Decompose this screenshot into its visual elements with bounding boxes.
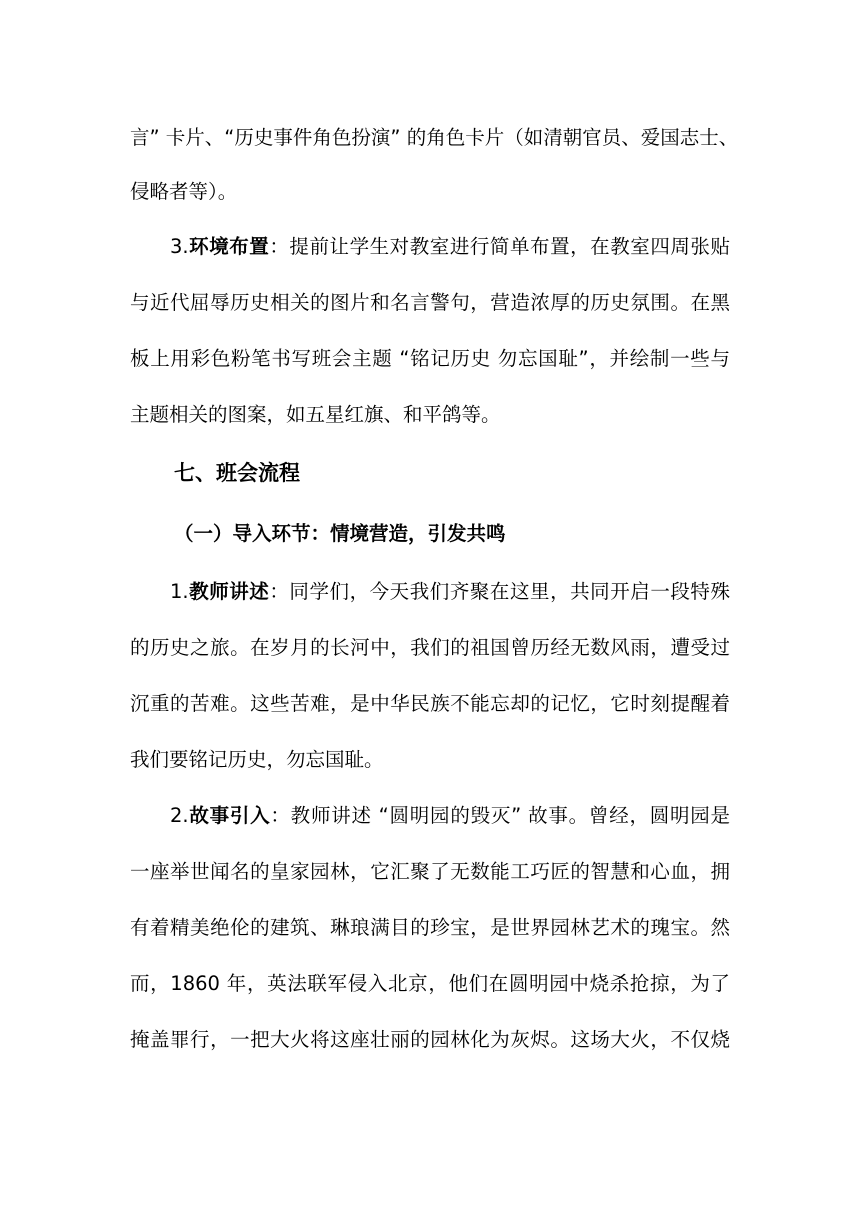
- paragraph-line: 的历史之旅。在岁月的长河中，我们的祖国曾历经无数风雨，遭受过: [130, 636, 730, 659]
- paragraph-line: 侵略者等）。: [130, 180, 238, 203]
- section-heading: 七、班会流程: [174, 461, 300, 485]
- paragraph-line: 主题相关的图案，如五星红旗、和平鸽等。: [130, 403, 501, 426]
- list-item-teacher-narration: [170, 582, 730, 602]
- subsection-heading: （一）导入环节：情境营造，引发共鸣: [174, 522, 506, 545]
- list-label: 教师讲述: [188, 580, 270, 603]
- list-item-story-intro: [170, 806, 730, 826]
- list-label: 故事引入: [188, 804, 271, 827]
- paragraph-line: 言” 卡片、“历史事件角色扮演” 的角色卡片（如清朝官员、爱国志士、: [130, 126, 739, 149]
- paragraph-line: 与近代屈辱历史相关的图片和名言警句，营造浓厚的历史氛围。在黑: [130, 291, 730, 314]
- list-label: 环境布置: [188, 235, 270, 258]
- list-number: 3.: [170, 235, 189, 258]
- list-text: ：提前让学生对教室进行简单布置，在教室四周张贴: [269, 235, 730, 258]
- list-text: ：教师讲述 “圆明园的毁灭” 故事。曾经，圆明园是: [270, 804, 730, 827]
- paragraph-line: 掩盖罪行，一把大火将这座壮丽的园林化为灰烬。这场大火，不仅烧: [130, 1028, 730, 1051]
- paragraph-line: 我们要铭记历史，勿忘国耻。: [130, 748, 384, 771]
- list-text: ：同学们，今天我们齐聚在这里，共同开启一段特殊: [269, 580, 730, 603]
- paragraph-line: 沉重的苦难。这些苦难，是中华民族不能忘却的记忆，它时刻提醒着: [130, 692, 730, 715]
- paragraph-line: 而，1860 年，英法联军侵入北京，他们在圆明园中烧杀抢掠，为了: [130, 972, 730, 995]
- paragraph-line: 有着精美绝伦的建筑、琳琅满目的珍宝，是世界园林艺术的瑰宝。然: [130, 916, 730, 939]
- list-item-environment: [170, 237, 730, 257]
- list-number: 1.: [170, 580, 189, 603]
- list-number: 2.: [170, 804, 189, 827]
- paragraph-line: 板上用彩色粉笔书写班会主题 “铭记历史 勿忘国耻”，并绘制一些与: [130, 347, 730, 370]
- paragraph-line: 一座举世闻名的皇家园林，它汇聚了无数能工巧匠的智慧和心血，拥: [130, 860, 730, 883]
